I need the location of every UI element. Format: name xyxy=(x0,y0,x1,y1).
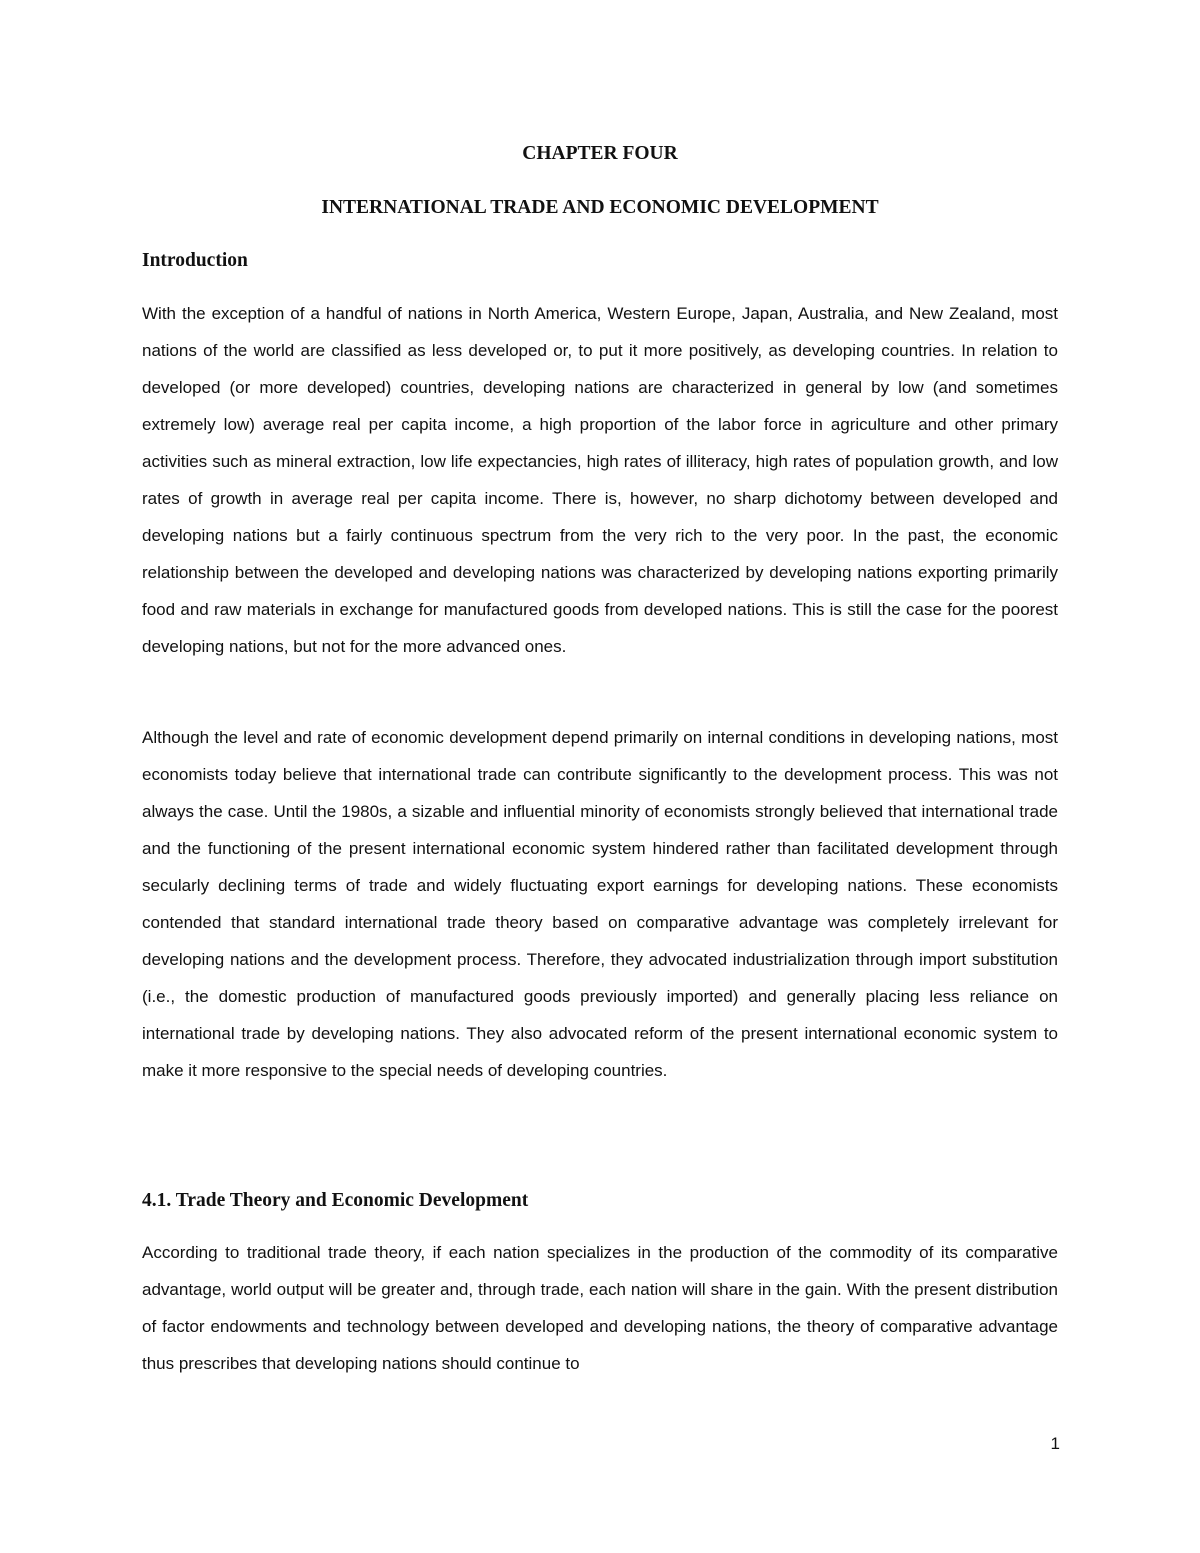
introduction-paragraph-2: Although the level and rate of economic development depend primarily on internal conditions in developing nations, most economists today believe that international trade can contribute significantly to the development process. This was not always the case. Until the 1980s, a sizable and influential minority of economists strongly believed that international trade and the functioning of the present international economic system hindered rather than facilitated development through secularly declining terms of trade and widely fluctuating export earnings for developing nations. These economists contended that standard international trade theory based on comparative advantage was completely irrelevant for developing nations and the development process. Therefore, they advocated industrialization through import substitution (i.e., the domestic production of manufactured goods previously imported) and generally placing less reliance on international trade by developing nations. They also advocated reform of the present international economic system to make it more responsive to the special needs of developing countries. xyxy=(142,728,1058,1080)
page-number: 1 xyxy=(1050,1434,1060,1453)
introduction-heading: Introduction xyxy=(142,250,248,271)
introduction-paragraph-1: With the exception of a handful of nations in North America, Western Europe, Japan, Australia, and New Zealand, most nations of the world are classified as less developed or, to put it more positively, as developing countries. In relation to developed (or more developed) countries, developing nations are characterized in general by low (and sometimes extremely low) average real per capita income, a high proportion of the labor force in agriculture and other primary activities such as mineral extraction, low life expectancies, high rates of illiteracy, high rates of population growth, and low rates of growth in average real per capita income. There is, however, no sharp dichotomy between developed and developing nations but a fairly continuous spectrum from the very rich to the very poor. In the past, the economic relationship between the developed and developing nations was characterized by developing nations exporting primarily food and raw materials in exchange for manufactured goods from developed nations. This is still the case for the poorest developing nations, but not for the more advanced ones. xyxy=(142,304,1058,656)
chapter-title: CHAPTER FOUR xyxy=(522,143,678,164)
section-paragraph-1: According to traditional trade theory, if each nation specializes in the production of the commodity of its comparative advantage, world output will be greater and, through trade, each nation will share in the gain. With the present distribution of factor endowments and technology between developed and developing nations, the theory of comparative advantage thus prescribes that developing nations should continue to xyxy=(142,1243,1058,1373)
chapter-subtitle: INTERNATIONAL TRADE AND ECONOMIC DEVELOPMENT xyxy=(321,197,879,218)
section-heading: 4.1. Trade Theory and Economic Development xyxy=(142,1190,529,1211)
